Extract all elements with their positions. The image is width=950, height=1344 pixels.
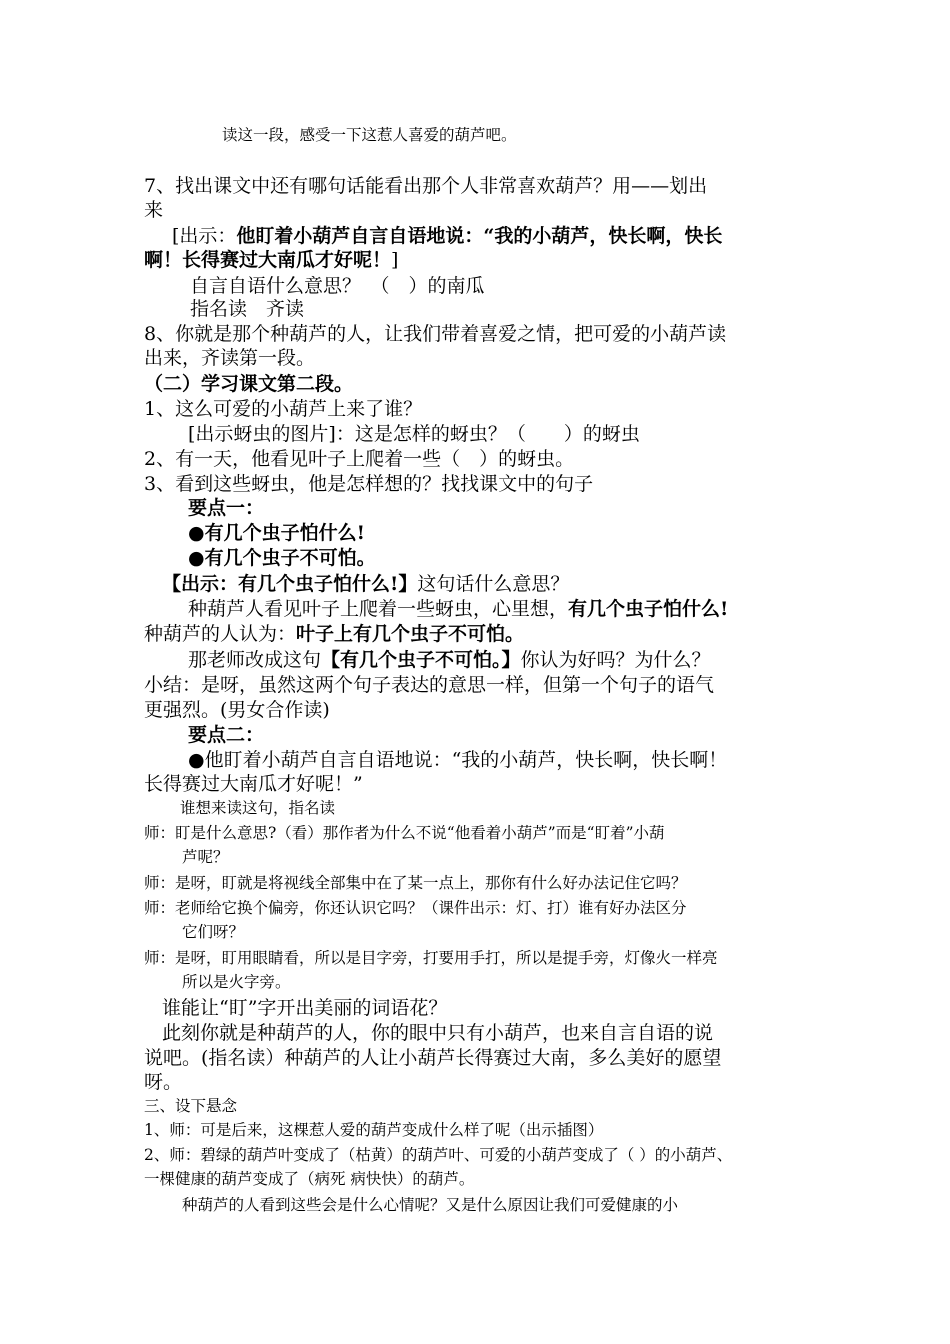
text-line: 指名读 齐读 (190, 298, 305, 320)
bullet-item: ●他盯着小葫芦自言自语地说：“我的小葫芦，快长啊，快长啊！ (188, 749, 728, 771)
text-line (188, 599, 728, 621)
text-line: 出来，齐读第一段。 (144, 347, 316, 369)
text-segment: 种葫芦人看见叶子上爬着一些蚜虫，心里想， (188, 598, 569, 620)
text-line: 小结：是呀，虽然这两个句子表达的意思一样，但第一个句子的语气 (144, 674, 715, 696)
bullet-item: ●有几个虫子不可怕。 (188, 547, 376, 569)
emphasis-text: 他盯着小葫芦自言自语地说：“我的小葫芦，快长啊，快长 (236, 225, 723, 247)
text-line (144, 624, 524, 646)
text-line: 1、师：可是后来，这棵惹人爱的葫芦变成什么样了呢（出示插图） (144, 1121, 604, 1139)
emphasis-text: 【出示：有几个虫子怕什么!】 (162, 573, 418, 595)
teacher-line: 师：是呀，盯就是将视线全部集中在了某一点上，那你有什么好办法记住它吗？ (144, 874, 687, 892)
text-segment: [出示： (172, 225, 237, 247)
text-line: 谁能让“盯”字开出美丽的词语花？ (162, 997, 448, 1019)
emphasis-text: 有几个虫子怕什么! (568, 598, 729, 620)
emphasis-text: 【有几个虫子不可怕。】 (321, 649, 521, 671)
text-line: 更强烈。(男女合作读) (144, 699, 330, 721)
text-line: 长得赛过大南瓜才好呢！” (144, 773, 363, 795)
text-line: [出示蚜虫的图片]：这是怎样的蚜虫？（ ）的蚜虫 (188, 423, 640, 445)
section-heading: （二）学习课文第二段。 (144, 373, 354, 395)
text-line: 此刻你就是种葫芦的人，你的眼中只有小葫芦，也来自言自语的说 (162, 1022, 714, 1044)
text-segment: 种葫芦的人认为： (144, 623, 297, 645)
text-line: 种葫芦的人看到这些会是什么心情呢？又是什么原因让我们可爱健康的小 (182, 1196, 679, 1214)
text-line (144, 250, 398, 272)
text-segment: 那老师改成这句 (188, 649, 322, 671)
emphasis-text: 啊！长得赛过大南瓜才好呢！ (144, 249, 392, 271)
text-line: 芦呢？ (182, 848, 229, 866)
text-line: 自言自语什么意思？ （ ）的南瓜 (190, 275, 485, 297)
text-line: 说吧。(指名读）种葫芦的人让小葫芦长得赛过大南，多么美好的愿望 (144, 1047, 722, 1069)
teacher-line: 师：盯是什么意思?（看）那作者为什么不说“他看着小葫芦”而是“盯着”小葫 (144, 824, 665, 842)
text-line (188, 650, 711, 672)
text-line: 呀。 (144, 1071, 183, 1093)
text-line: 它们呀？ (182, 923, 245, 941)
text-segment: 这句话什么意思？ (417, 573, 570, 595)
text-line: 所以是火字旁。 (182, 973, 291, 991)
teacher-line: 师：是呀，盯用眼睛看，所以是目字旁，打要用手打，所以是提手旁，灯像火一样亮 (144, 949, 718, 967)
teacher-line: 师：老师给它换个偏旁，你还认识它吗？（课件出示：灯、打）谁有好办法区分 (144, 899, 687, 917)
text-line: 一棵健康的葫芦变成了（病死 病快快）的葫芦。 (144, 1170, 475, 1188)
text-line: 1、这么可爱的小葫芦上来了谁？ (144, 398, 423, 420)
text-line (172, 226, 722, 248)
key-point-label: 要点二： (188, 724, 265, 746)
bullet-item: ●有几个虫子怕什么! (188, 522, 365, 544)
text-line: 8、你就是那个种葫芦的人，让我们带着喜爱之情，把可爱的小葫芦读 (144, 323, 727, 345)
text-segment: ] (391, 249, 399, 271)
text-line: 来 (144, 199, 164, 221)
section-heading: 三、设下悬念 (144, 1097, 238, 1115)
text-line: 谁想来读这句，指名读 (180, 799, 336, 817)
text-line (162, 574, 569, 596)
text-line: 2、有一天，他看见叶子上爬着一些（ ）的蚜虫。 (144, 448, 575, 470)
text-line: 3、看到这些蚜虫，他是怎样想的？找找课文中的句子 (144, 473, 594, 495)
text-segment: 你认为好吗？为什么？ (520, 649, 711, 671)
text-line: 7、找出课文中还有哪句话能看出那个人非常喜欢葫芦？用——划出 (144, 175, 708, 197)
text-line: 读这一段，感受一下这惹人喜爱的葫芦吧。 (222, 126, 517, 144)
text-line: 2、师：碧绿的葫芦叶变成了（枯黄）的葫芦叶、可爱的小葫芦变成了（ ）的小葫芦、 (144, 1146, 733, 1164)
emphasis-text: 叶子上有几个虫子不可怕。 (296, 623, 525, 645)
key-point-label: 要点一： (188, 497, 265, 519)
